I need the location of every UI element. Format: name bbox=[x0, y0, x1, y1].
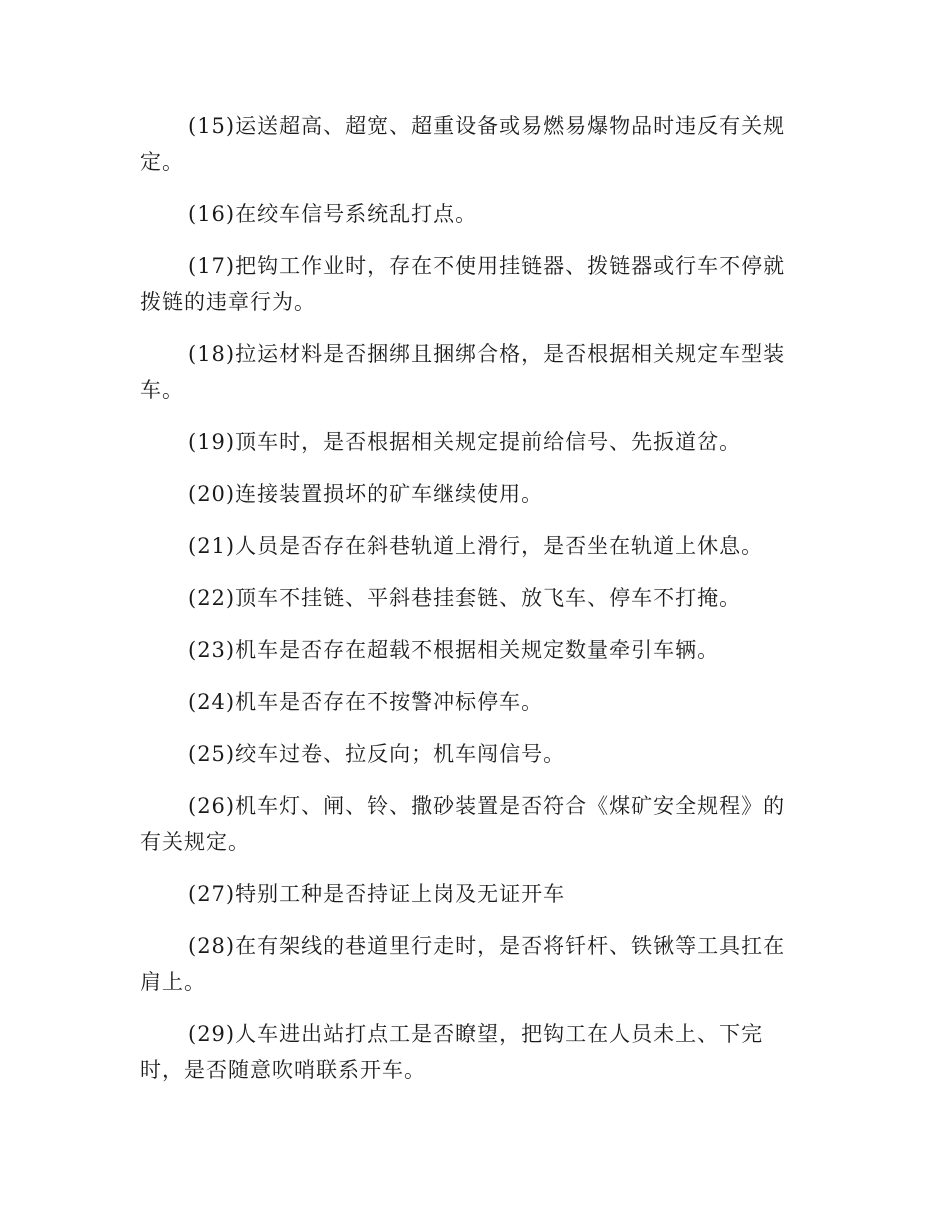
list-item-19: (19)顶车时，是否根据相关规定提前给信号、先扳道岔。 bbox=[188, 430, 742, 454]
list-item-25: (25)绞车过卷、拉反向；机车闯信号。 bbox=[188, 742, 566, 766]
list-item-23: (23)机车是否存在超载不根据相关规定数量牵引车辆。 bbox=[188, 638, 720, 662]
list-item-26: (26)机车灯、闸、铃、撒砂装置是否符合《煤矿安全规程》的有关规定。 bbox=[140, 794, 786, 854]
list-item-29: (29)人车进出站打点工是否瞭望，把钩工在人员未上、下完时，是否随意吹哨联系开车。 bbox=[140, 1022, 764, 1082]
list-item-17: (17)把钩工作业时，存在不使用挂链器、拨链器或行车不停就拨链的违章行为。 bbox=[140, 254, 786, 314]
list-item-28: (28)在有架线的巷道里行走时，是否将钎杆、铁锹等工具扛在肩上。 bbox=[140, 934, 786, 994]
list-item-21: (21)人员是否存在斜巷轨道上滑行，是否坐在轨道上休息。 bbox=[188, 534, 764, 558]
list-item-20: (20)连接装置损坏的矿车继续使用。 bbox=[188, 482, 544, 506]
list-item-27: (27)特别工种是否持证上岗及无证开车 bbox=[188, 882, 566, 906]
list-item-16: (16)在绞车信号系统乱打点。 bbox=[188, 202, 478, 226]
list-item-15: (15)运送超高、超宽、超重设备或易燃易爆物品时违反有关规定。 bbox=[140, 114, 786, 174]
list-item-22: (22)顶车不挂链、平斜巷挂套链、放飞车、停车不打掩。 bbox=[188, 586, 742, 610]
list-item-24: (24)机车是否存在不按警冲标停车。 bbox=[188, 690, 544, 714]
list-item-18: (18)拉运材料是否捆绑且捆绑合格，是否根据相关规定车型装车。 bbox=[140, 342, 786, 402]
